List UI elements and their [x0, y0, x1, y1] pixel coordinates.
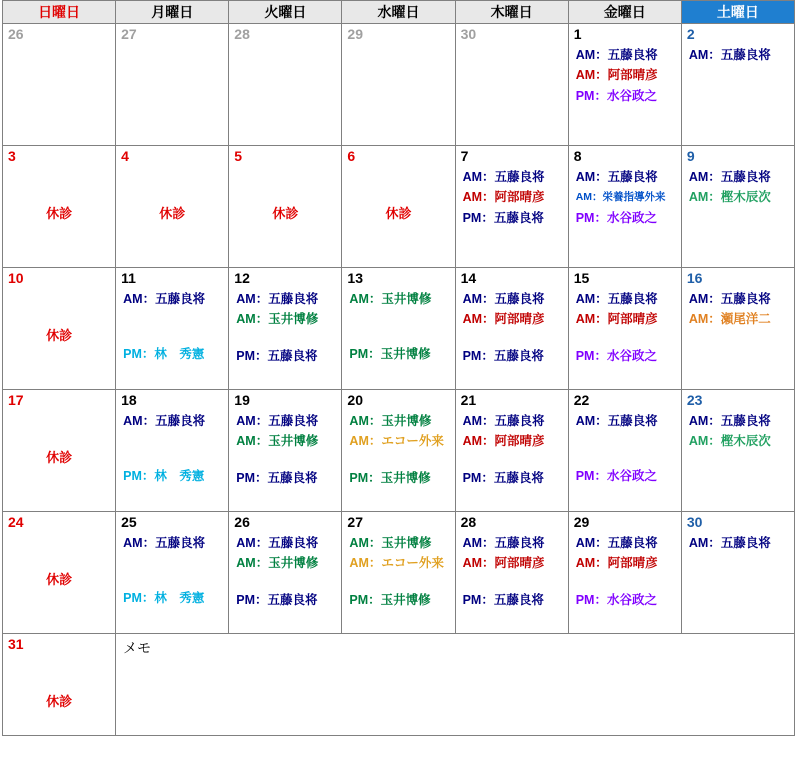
calendar-day-cell[interactable] — [116, 512, 229, 634]
schedule-entry: AM：五藤良将 — [688, 170, 771, 184]
schedule-entry: AM：五藤良将 — [462, 170, 545, 184]
schedule-entry: AM：阿部晴彦 — [462, 434, 545, 448]
schedule-entry: PM：五藤良将 — [236, 593, 318, 607]
calendar-day-cell[interactable] — [116, 24, 229, 146]
day-number: 29 — [347, 26, 363, 42]
schedule-entry: AM：五藤良将 — [575, 414, 658, 428]
day-entry-list — [682, 414, 794, 449]
day-entry-list — [342, 414, 454, 486]
schedule-entry: AM：阿部晴彦 — [575, 556, 658, 570]
calendar-week-row — [3, 24, 795, 146]
day-number: 27 — [347, 514, 363, 530]
schedule-entry: PM：五藤良将 — [236, 471, 318, 485]
calendar-day-cell[interactable] — [342, 390, 455, 512]
schedule-entry: AM：阿部晴彦 — [462, 312, 545, 326]
day-entry-list — [456, 292, 568, 364]
day-number: 28 — [460, 514, 477, 530]
schedule-entry: PM：五藤良将 — [236, 349, 318, 363]
day-number: 30 — [686, 514, 703, 530]
closed-day-label: 休診 — [46, 450, 73, 465]
closed-day-label: 休診 — [46, 694, 73, 709]
calendar-day-cell[interactable] — [681, 268, 794, 390]
schedule-entry: AM：阿部晴彦 — [575, 312, 658, 326]
schedule-entry: PM：玉井博修 — [349, 593, 431, 607]
monthly-schedule-calendar — [2, 0, 795, 736]
schedule-entry: PM：林 秀憲 — [123, 469, 205, 483]
calendar-header-wd-1: 月曜日 — [116, 1, 229, 24]
day-number: 17 — [8, 392, 24, 408]
day-number: 2 — [686, 26, 695, 42]
closed-day-label: 休診 — [159, 206, 186, 221]
closed-day-label: 休診 — [46, 328, 73, 343]
schedule-entry: AM：五藤良将 — [123, 292, 206, 306]
calendar-day-cell[interactable] — [116, 268, 229, 390]
day-number: 13 — [347, 270, 363, 286]
schedule-entry: AM：玉井博修 — [236, 434, 319, 448]
day-number: 20 — [347, 392, 363, 408]
calendar-day-cell[interactable] — [3, 268, 116, 390]
calendar-day-cell[interactable] — [681, 512, 794, 634]
calendar-day-cell[interactable] — [455, 512, 568, 634]
calendar-day-cell[interactable] — [455, 146, 568, 268]
calendar-header-row — [3, 1, 795, 24]
schedule-entry: AM：エコー外来 — [349, 556, 444, 570]
calendar-day-cell[interactable] — [568, 268, 681, 390]
schedule-entry: PM：五藤良将 — [462, 471, 544, 485]
calendar-header-sat-6: 土曜日 — [681, 1, 794, 24]
calendar-day-cell[interactable] — [342, 146, 455, 268]
day-entry-list — [569, 292, 681, 364]
calendar-day-cell[interactable] — [681, 146, 794, 268]
schedule-entry: PM：林 秀憲 — [123, 591, 205, 605]
schedule-entry: AM：五藤良将 — [123, 536, 206, 550]
schedule-entry: AM：エコー外来 — [349, 434, 444, 448]
calendar-day-cell[interactable] — [3, 634, 116, 736]
schedule-entry: AM：玉井博修 — [349, 292, 432, 306]
day-entry-list — [116, 536, 228, 606]
closed-day-label: 休診 — [46, 206, 73, 221]
schedule-entry: PM：玉井博修 — [349, 347, 431, 361]
calendar-week-row — [3, 268, 795, 390]
schedule-entry: AM：五藤良将 — [236, 536, 319, 550]
day-number: 7 — [460, 148, 469, 164]
schedule-entry: AM：五藤良将 — [688, 48, 771, 62]
calendar-day-cell[interactable] — [342, 512, 455, 634]
day-number: 6 — [347, 148, 356, 164]
calendar-day-cell[interactable] — [3, 24, 116, 146]
day-number: 22 — [573, 392, 590, 408]
schedule-entry: AM：五藤良将 — [236, 414, 319, 428]
day-entry-list — [569, 48, 681, 104]
calendar-day-cell[interactable] — [342, 24, 455, 146]
schedule-entry: AM：五藤良将 — [462, 414, 545, 428]
day-number: 4 — [121, 148, 129, 164]
schedule-entry: AM：栄養指導外来 — [575, 191, 666, 203]
day-entry-list — [229, 536, 341, 608]
day-number: 26 — [234, 514, 250, 530]
schedule-entry: AM：阿部晴彦 — [462, 556, 545, 570]
day-number: 15 — [573, 270, 590, 286]
day-number: 30 — [460, 26, 477, 42]
schedule-entry: AM：玉井博修 — [349, 414, 432, 428]
schedule-entry: PM：水谷政之 — [575, 469, 657, 483]
day-entry-list — [229, 292, 341, 364]
day-entry-list — [682, 170, 794, 205]
day-number: 28 — [234, 26, 250, 42]
day-number: 14 — [460, 270, 477, 286]
calendar-header-wd-2: 火曜日 — [229, 1, 342, 24]
memo-cell[interactable] — [116, 634, 795, 736]
schedule-entry: AM：五藤良将 — [575, 48, 658, 62]
calendar-day-cell[interactable] — [116, 146, 229, 268]
day-entry-list — [456, 414, 568, 486]
schedule-entry: PM：水谷政之 — [575, 593, 657, 607]
calendar-day-cell[interactable] — [229, 24, 342, 146]
closed-day-label: 休診 — [385, 206, 412, 221]
day-entry-list — [569, 414, 681, 484]
schedule-entry: AM：阿部晴彦 — [575, 68, 658, 82]
calendar-header-wd-4: 木曜日 — [455, 1, 568, 24]
calendar-day-cell[interactable] — [681, 24, 794, 146]
day-number: 23 — [686, 392, 703, 408]
calendar-day-cell[interactable] — [342, 268, 455, 390]
calendar-day-cell[interactable] — [455, 24, 568, 146]
day-number: 3 — [8, 148, 16, 164]
schedule-entry: PM：五藤良将 — [462, 349, 544, 363]
day-number: 29 — [573, 514, 590, 530]
schedule-entry: PM：五藤良将 — [462, 211, 544, 225]
day-number: 31 — [8, 636, 24, 652]
schedule-entry: AM：玉井博修 — [236, 312, 319, 326]
schedule-entry: PM：水谷政之 — [575, 349, 657, 363]
schedule-entry: PM：林 秀憲 — [123, 347, 205, 361]
day-number: 16 — [686, 270, 703, 286]
schedule-entry: AM：阿部晴彦 — [462, 190, 545, 204]
calendar-day-cell[interactable] — [3, 512, 116, 634]
calendar-week-row — [3, 390, 795, 512]
schedule-entry: AM：瀬尾洋二 — [688, 312, 771, 326]
day-number: 5 — [234, 148, 243, 164]
day-number: 12 — [234, 270, 250, 286]
calendar-day-cell[interactable] — [568, 390, 681, 512]
schedule-entry: AM：玉井博修 — [349, 536, 432, 550]
day-entry-list — [682, 536, 794, 551]
day-entry-list — [116, 292, 228, 362]
calendar-header-wd-3: 水曜日 — [342, 1, 455, 24]
schedule-entry: AM：五藤良将 — [236, 292, 319, 306]
schedule-entry: AM：五藤良将 — [462, 536, 545, 550]
calendar-day-cell[interactable] — [116, 390, 229, 512]
calendar-memo-row — [3, 634, 795, 736]
day-entry-list — [116, 414, 228, 484]
calendar-day-cell[interactable] — [229, 146, 342, 268]
day-entry-list — [456, 170, 568, 226]
day-number: 25 — [121, 514, 137, 530]
calendar-day-cell[interactable] — [3, 390, 116, 512]
schedule-entry: AM：五藤良将 — [575, 170, 658, 184]
day-number: 18 — [121, 392, 137, 408]
calendar-day-cell[interactable] — [455, 390, 568, 512]
schedule-entry: AM：五藤良将 — [688, 536, 771, 550]
day-number: 8 — [573, 148, 582, 164]
calendar-week-row — [3, 512, 795, 634]
memo-label: メモ — [123, 640, 152, 656]
schedule-entry: AM：樫木辰次 — [688, 190, 771, 204]
calendar-day-cell[interactable] — [229, 512, 342, 634]
day-number: 26 — [8, 26, 24, 42]
calendar-day-cell[interactable] — [3, 146, 116, 268]
calendar-day-cell[interactable] — [568, 512, 681, 634]
calendar-day-cell[interactable] — [229, 390, 342, 512]
schedule-entry: PM：玉井博修 — [349, 471, 431, 485]
day-number: 10 — [8, 270, 24, 286]
schedule-entry: PM：五藤良将 — [462, 593, 544, 607]
day-entry-list — [682, 48, 794, 63]
closed-day-label: 休診 — [46, 572, 73, 587]
schedule-entry: AM：玉井博修 — [236, 556, 319, 570]
day-entry-list — [569, 170, 681, 226]
day-entry-list — [342, 536, 454, 608]
day-entry-list — [456, 536, 568, 608]
schedule-entry: AM：五藤良将 — [688, 414, 771, 428]
day-number: 27 — [121, 26, 137, 42]
calendar-header-sun-0: 日曜日 — [3, 1, 116, 24]
day-entry-list — [229, 414, 341, 486]
day-number: 1 — [573, 26, 582, 42]
calendar-day-cell[interactable] — [568, 24, 681, 146]
calendar-header-wd-5: 金曜日 — [568, 1, 681, 24]
schedule-entry: AM：五藤良将 — [688, 292, 771, 306]
calendar-day-cell[interactable] — [455, 268, 568, 390]
calendar-day-cell[interactable] — [229, 268, 342, 390]
day-number: 9 — [686, 148, 695, 164]
schedule-entry: AM：五藤良将 — [575, 536, 658, 550]
calendar-week-row — [3, 146, 795, 268]
schedule-entry: AM：五藤良将 — [575, 292, 658, 306]
day-entry-list — [342, 292, 454, 362]
schedule-entry: PM：水谷政之 — [575, 89, 657, 103]
day-entry-list — [569, 536, 681, 608]
schedule-entry: AM：五藤良将 — [123, 414, 206, 428]
day-entry-list — [682, 292, 794, 327]
day-number: 19 — [234, 392, 250, 408]
closed-day-label: 休診 — [272, 206, 299, 221]
day-number: 11 — [121, 270, 136, 286]
day-number: 21 — [460, 392, 477, 408]
schedule-entry: AM：樫木辰次 — [688, 434, 771, 448]
schedule-entry: PM：水谷政之 — [575, 211, 657, 225]
schedule-entry: AM：五藤良将 — [462, 292, 545, 306]
calendar-day-cell[interactable] — [681, 390, 794, 512]
calendar-day-cell[interactable] — [568, 146, 681, 268]
day-number: 24 — [8, 514, 24, 530]
